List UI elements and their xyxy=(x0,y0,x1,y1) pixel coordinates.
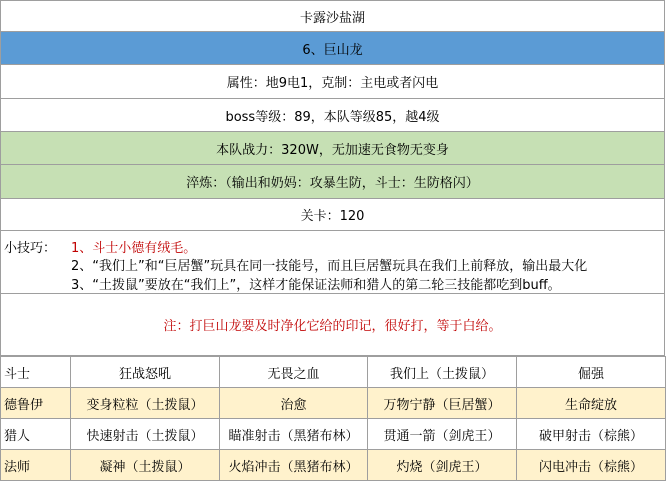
tips-label: 小技巧： xyxy=(4,241,57,256)
table-row xyxy=(1,450,666,481)
table-cell: 法师 xyxy=(1,450,71,481)
location-title: 卡露沙盐湖 xyxy=(299,10,365,26)
table-cell: 我们上（土拨鼠） xyxy=(368,357,517,388)
table-cell: 狂战怒吼 xyxy=(71,357,220,388)
table-row xyxy=(1,419,666,450)
power-text: 本队战力：320W，无加速无食物无变身 xyxy=(216,142,449,158)
note-row xyxy=(0,294,665,356)
tip-item: 3、“土拨鼠”要放在“我们上”，这样才能保证法师和猎人的第二轮三技能都吃到buff。 xyxy=(71,278,561,293)
table-cell: 贯通一箭（剑虎王） xyxy=(368,419,517,450)
tip-item: 1、斗士小德有绒毛。 xyxy=(71,241,197,256)
table-cell: 猎人 xyxy=(1,419,71,450)
refine-text: 淬炼：（输出和奶妈：攻暴生防，斗士：生防格闪） xyxy=(186,176,479,191)
level-text: boss等级：89，本队等级85，越4级 xyxy=(225,109,440,125)
table-cell: 生命绽放 xyxy=(517,388,666,419)
tips-row xyxy=(0,231,665,294)
stage-row xyxy=(0,199,665,231)
table-cell: 火焰冲击（黑猪布林） xyxy=(220,450,368,481)
table-cell: 无畏之血 xyxy=(220,357,368,388)
level-row xyxy=(0,99,665,132)
table-cell: 德鲁伊 xyxy=(1,388,71,419)
attribute-row xyxy=(0,65,665,99)
refine-row xyxy=(0,165,665,199)
power-row xyxy=(0,132,665,165)
title-row xyxy=(0,0,665,32)
table-cell: 灼烧（剑虎王） xyxy=(368,450,517,481)
table-cell: 变身粒粒（土拨鼠） xyxy=(71,388,220,419)
boss-row xyxy=(0,32,665,65)
boss-name: 6、巨山龙 xyxy=(302,42,363,58)
table-cell: 凝神（土拨鼠） xyxy=(71,450,220,481)
table-cell: 斗士 xyxy=(1,357,71,388)
table-cell: 万物宁静（巨居蟹） xyxy=(368,388,517,419)
table-cell: 快速射击（土拨鼠） xyxy=(71,419,220,450)
skill-table xyxy=(0,356,666,481)
table-cell: 闪电冲击（棕熊） xyxy=(517,450,666,481)
attribute-text: 属性：地9电1，克制：主电或者闪电 xyxy=(226,76,439,91)
table-row xyxy=(1,388,666,419)
table-row xyxy=(1,357,666,388)
note-text: 注：打巨山龙要及时净化它给的印记，很好打，等于白给。 xyxy=(163,319,502,334)
tip-item: 2、“我们上”和“巨居蟹”玩具在同一技能号，而且巨居蟹玩具在我们上前释放，输出最大化 xyxy=(71,259,588,274)
table-cell: 治愈 xyxy=(220,388,368,419)
table-cell: 瞄准射击（黑猪布林） xyxy=(220,419,368,450)
stage-text: 关卡：120 xyxy=(300,209,365,224)
table-cell: 破甲射击（棕熊） xyxy=(517,419,666,450)
table-cell: 倔强 xyxy=(517,357,666,388)
